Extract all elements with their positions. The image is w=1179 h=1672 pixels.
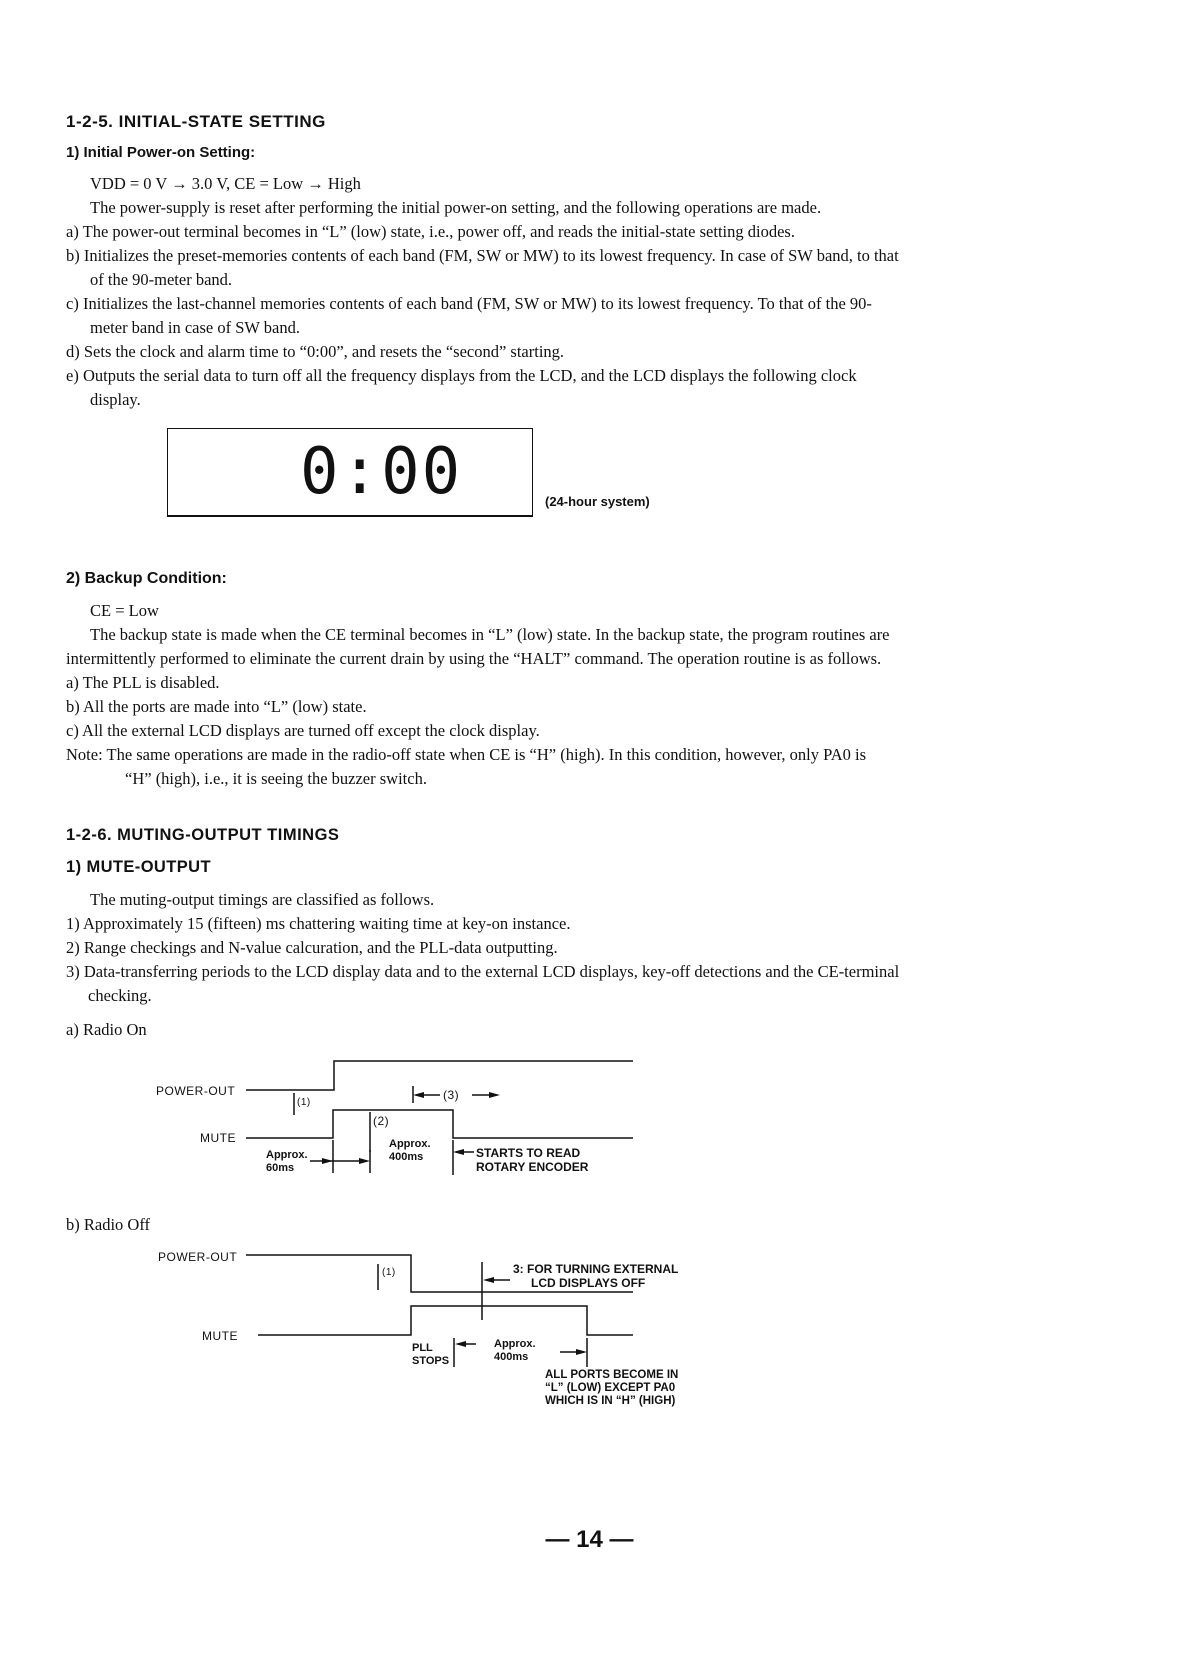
period-3-label: (3): [443, 1088, 460, 1102]
radio-on-label: a) Radio On: [66, 1020, 147, 1039]
annotation-line: LCD DISPLAYS OFF: [531, 1276, 646, 1290]
power-out-label: POWER-OUT: [156, 1084, 236, 1098]
annotation-line: ALL PORTS BECOME IN: [545, 1369, 679, 1381]
mute-label: MUTE: [200, 1131, 236, 1145]
annotation-line: WHICH IS IN “H” (HIGH): [545, 1395, 676, 1407]
pll-stops-label: [412, 1342, 449, 1368]
list-item: 2) Range checkings and N-value calcuration, and the PLL-data outputting.: [66, 938, 558, 957]
approx-400ms-label: [494, 1338, 536, 1364]
text-line: The muting-output timings are classified as follows.: [90, 890, 435, 909]
list-item: b) All the ports are made into “L” (low) state.: [66, 697, 367, 716]
subheading-mute-output: 1) MUTE-OUTPUT: [66, 858, 211, 876]
approx-label: Approx.: [266, 1149, 308, 1161]
period-1-label: (1): [382, 1267, 396, 1278]
list-item: 1) Approximately 15 (fifteen) ms chattering waiting time at key-on instance.: [66, 914, 571, 933]
page-number: — 14 —: [545, 1526, 634, 1553]
list-item: e) Outputs the serial data to turn off all the frequency displays from the LCD, and the LCD displays the following clock: [66, 366, 857, 385]
section-heading-muting-output: 1-2-6. MUTING-OUTPUT TIMINGS: [66, 826, 340, 844]
text-line: VDD = 0 V → 3.0 V, CE = Low → High: [90, 174, 361, 193]
list-item-continuation: of the 90-meter band.: [90, 270, 233, 289]
period-1-label: (1): [297, 1097, 311, 1108]
text-line: intermittently performed to eliminate the current drain by using the “HALT” command. The operation routine is as follows.: [66, 649, 882, 668]
approx-label: Approx.: [494, 1338, 536, 1350]
power-out-label: POWER-OUT: [158, 1250, 238, 1264]
subheading-initial-power-on: 1) Initial Power-on Setting:: [66, 144, 256, 161]
annotation-line: ROTARY ENCODER: [476, 1160, 589, 1174]
mute-waveform: [258, 1306, 633, 1335]
text-line: The backup state is made when the CE terminal becomes in “L” (low) state. In the backup state, the program routines are: [90, 625, 890, 644]
list-item: a) The PLL is disabled.: [66, 673, 220, 692]
note: Note: The same operations are made in the radio-off state when CE is “H” (high). In this condition, however, only PA0 is: [66, 745, 867, 764]
duration-label: 60ms: [266, 1162, 295, 1174]
list-item-continuation: display.: [90, 390, 141, 409]
subheading-backup-condition: 2) Backup Condition:: [66, 570, 227, 587]
text-line: The power-supply is reset after performing the initial power-on setting, and the following operations are made.: [90, 198, 822, 217]
list-item: c) All the external LCD displays are turned off except the clock display.: [66, 721, 540, 740]
lcd-clock-digits: 0:00: [300, 435, 463, 509]
duration-label: 400ms: [494, 1351, 529, 1363]
list-item-continuation: checking.: [88, 986, 152, 1005]
annotation-line: PLL: [412, 1342, 433, 1354]
list-item-continuation: meter band in case of SW band.: [90, 318, 301, 337]
approx-label: Approx.: [389, 1138, 431, 1150]
section-heading-initial-state: 1-2-5. INITIAL-STATE SETTING: [66, 112, 326, 131]
note-continuation: “H” (high), i.e., it is seeing the buzzer switch.: [125, 769, 427, 788]
list-item: a) The power-out terminal becomes in “L” (low) state, i.e., power off, and reads the initial-state setting diodes.: [66, 222, 795, 241]
mute-label: MUTE: [202, 1329, 238, 1343]
period-2-label: (2): [373, 1114, 390, 1128]
annotation-line: “L” (LOW) EXCEPT PA0: [545, 1382, 676, 1394]
list-item: d) Sets the clock and alarm time to “0:00”, and resets the “second” starting.: [66, 342, 565, 361]
annotation-line: STARTS TO READ: [476, 1146, 581, 1160]
list-item: b) Initializes the preset-memories contents of each band (FM, SW or MW) to its lowest frequency. In case of SW band, to that: [66, 246, 899, 265]
lcd-note: (24-hour system): [545, 494, 650, 509]
duration-label: 400ms: [389, 1151, 424, 1163]
list-item: 3) Data-transferring periods to the LCD display data and to the external LCD displays, key-off detections and the CE-terminal: [66, 962, 900, 981]
radio-off-label: b) Radio Off: [66, 1215, 151, 1234]
annotation-line: 3: FOR TURNING EXTERNAL: [513, 1262, 679, 1276]
annotation-line: STOPS: [412, 1355, 450, 1367]
turn-off-lcd-annotation: [513, 1262, 678, 1290]
list-item: c) Initializes the last-channel memories contents of each band (FM, SW or MW) to its lowest frequency. To that of the 90-: [66, 294, 872, 313]
text-line: CE = Low: [90, 601, 159, 620]
all-ports-annotation: [545, 1369, 678, 1408]
